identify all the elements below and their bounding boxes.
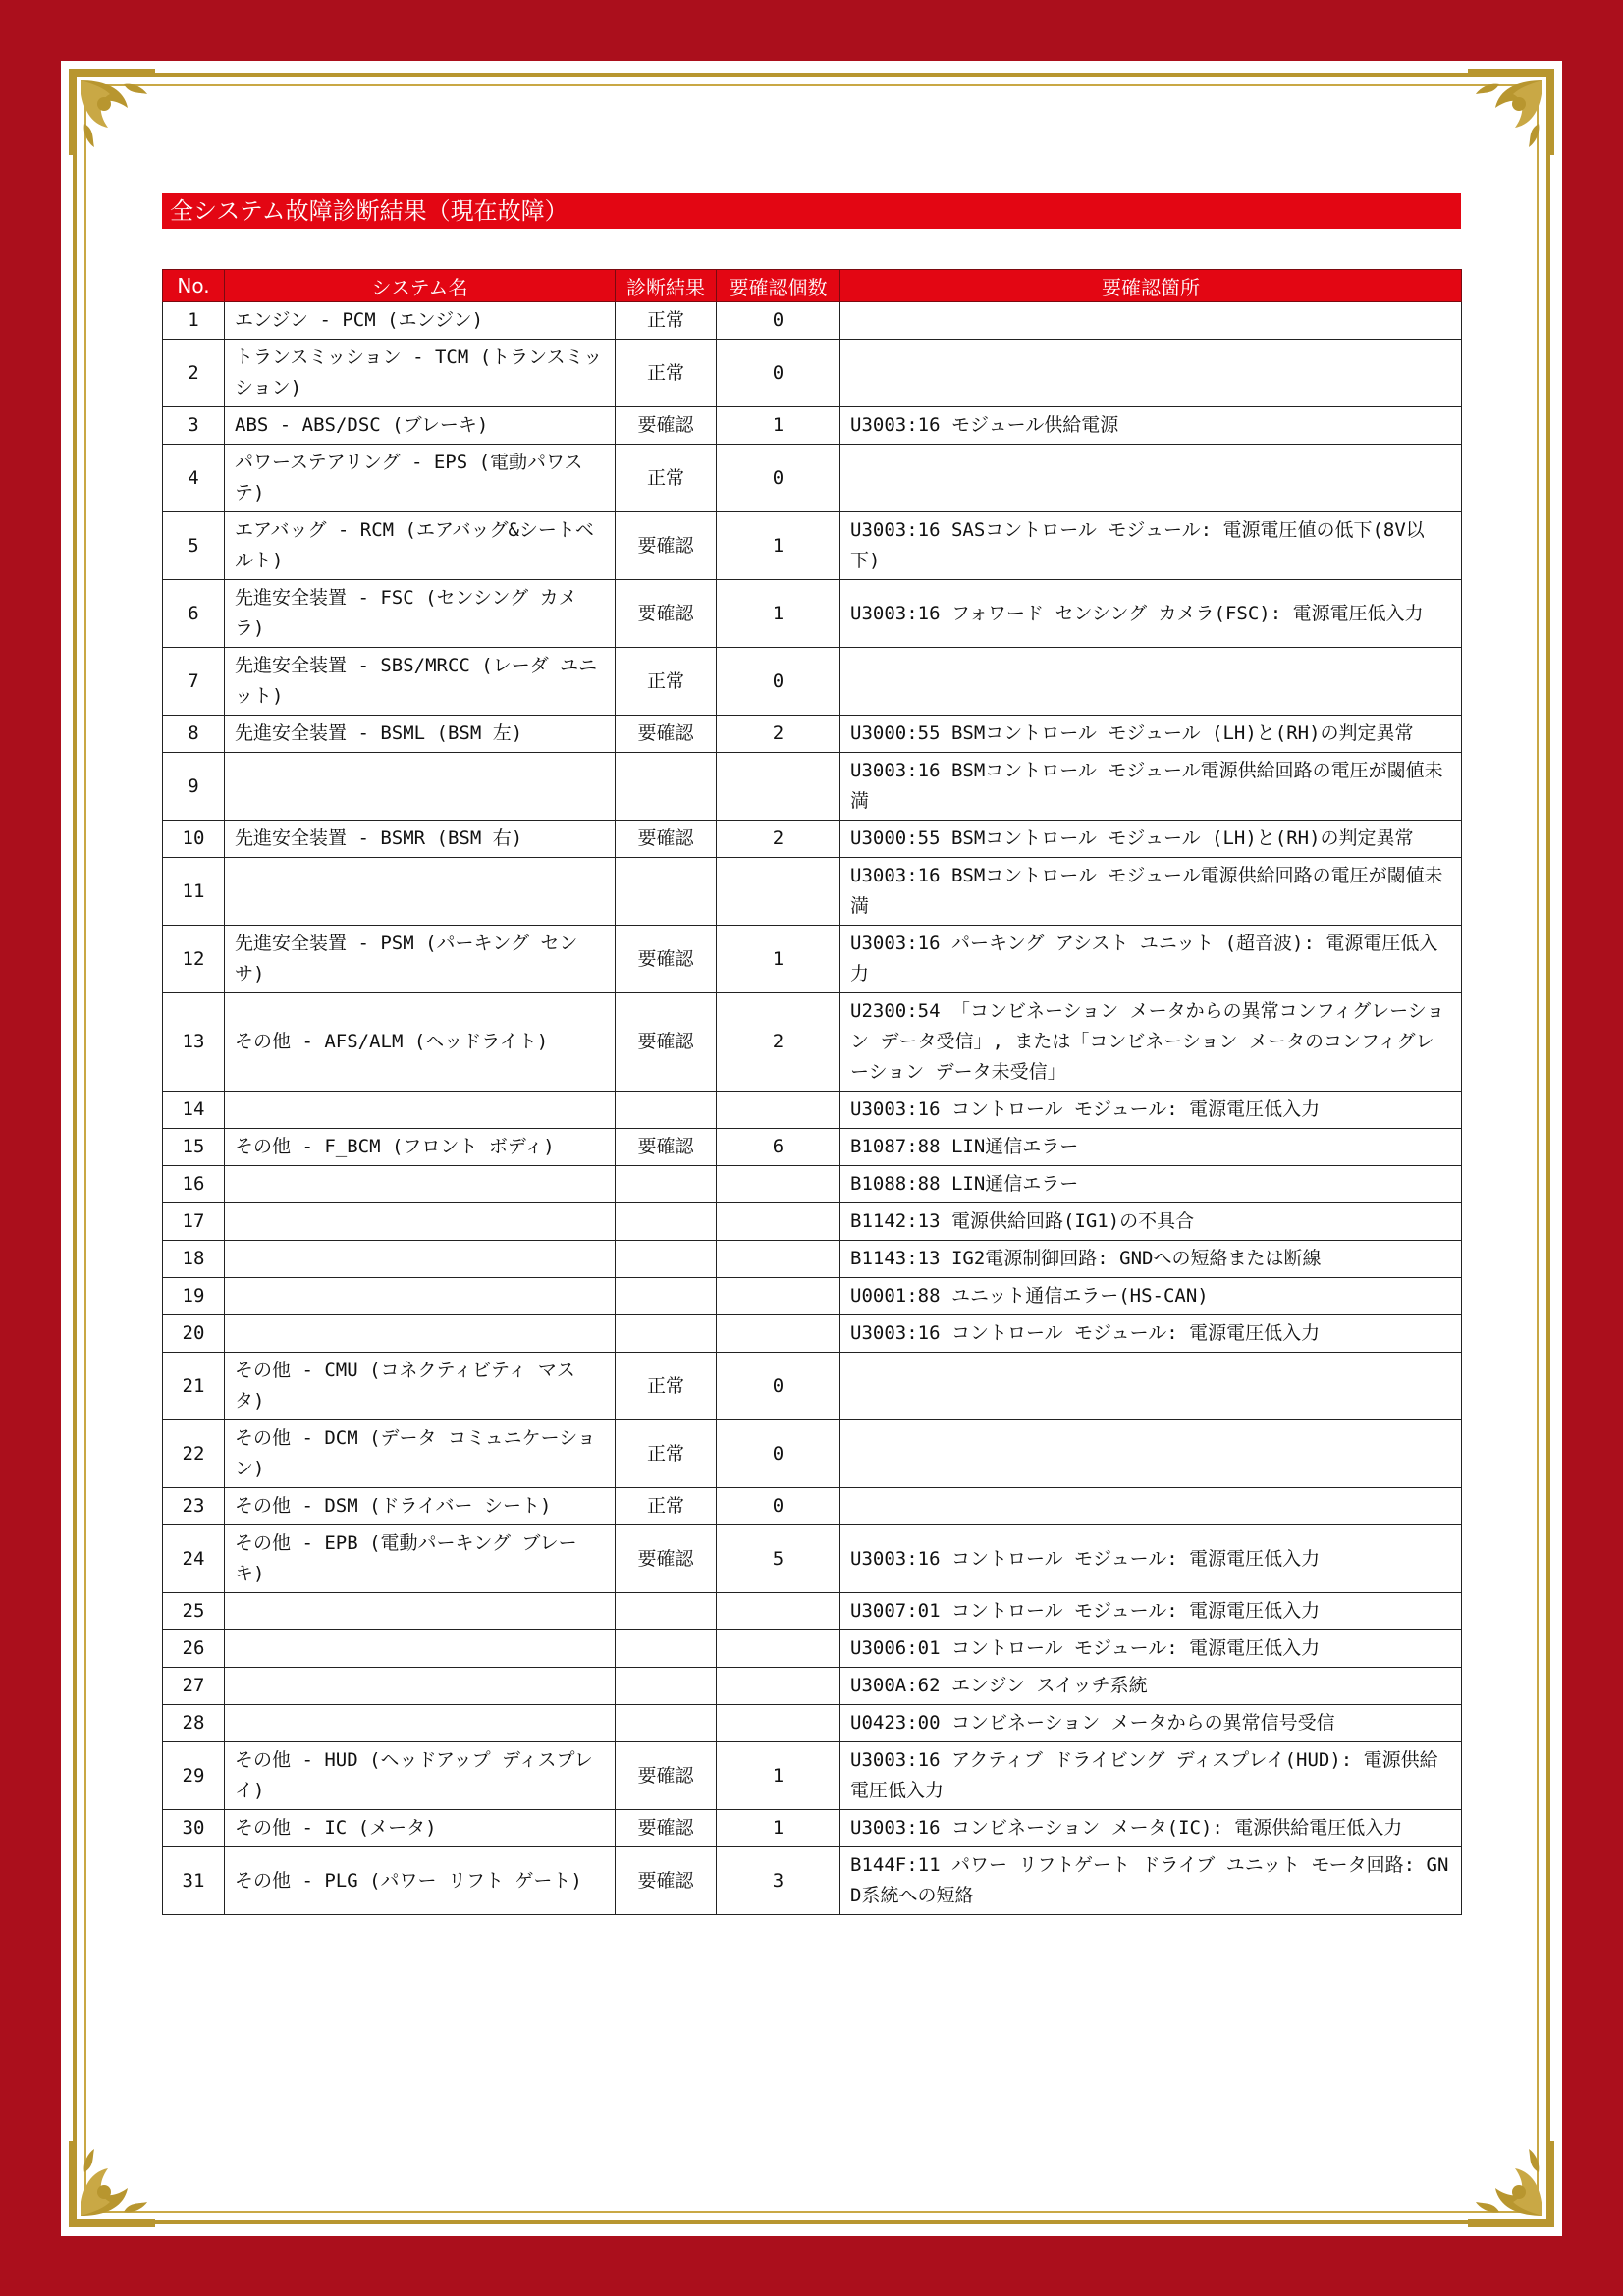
cell-result: 要確認: [616, 1810, 717, 1847]
table-row: [163, 1593, 1462, 1630]
diagnosis-table: [162, 269, 1462, 1915]
corner-ornament-icon: [65, 2137, 159, 2231]
cell-result: 正常: [616, 302, 717, 340]
cell-system: ABS - ABS/DSC (ブレーキ): [225, 407, 616, 445]
cell-system: その他 - CMU (コネクティビティ マスタ): [225, 1353, 616, 1420]
cell-system: [225, 1278, 616, 1315]
cell-system: その他 - EPB (電動パーキング ブレーキ): [225, 1525, 616, 1593]
cell-result: [616, 1278, 717, 1315]
cell-system: [225, 858, 616, 926]
cell-no: 18: [163, 1241, 225, 1278]
cell-no: 31: [163, 1847, 225, 1915]
cell-no: 10: [163, 821, 225, 858]
cell-detail: B1142:13 電源供給回路(IG1)の不具合: [840, 1203, 1462, 1241]
table-row: [163, 512, 1462, 580]
cell-no: 22: [163, 1420, 225, 1488]
corner-ornament-icon: [1464, 2137, 1558, 2231]
cell-result: [616, 1593, 717, 1630]
section-title: 全システム故障診断結果（現在故障）: [162, 193, 1461, 229]
cell-no: 6: [163, 580, 225, 648]
cell-detail: [840, 1353, 1462, 1420]
table-header-row: [163, 270, 1462, 302]
cell-result: 要確認: [616, 821, 717, 858]
cell-result: [616, 1705, 717, 1742]
table-row: [163, 1353, 1462, 1420]
cell-result: 要確認: [616, 1129, 717, 1166]
column-header-count: 要確認個数: [717, 270, 840, 302]
cell-detail: [840, 1420, 1462, 1488]
cell-count: 0: [717, 1353, 840, 1420]
column-header-no: No.: [163, 270, 225, 302]
cell-system: [225, 1241, 616, 1278]
cell-result: [616, 1203, 717, 1241]
cell-system: [225, 1092, 616, 1129]
cell-count: 1: [717, 1810, 840, 1847]
cell-detail: U3003:16 SASコントロール モジュール: 電源電圧値の低下(8V以下): [840, 512, 1462, 580]
cell-count: 0: [717, 340, 840, 407]
cell-detail: U3006:01 コントロール モジュール: 電源電圧低入力: [840, 1630, 1462, 1668]
cell-detail: U2300:54 「コンビネーション メータからの異常コンフィグレーション データ受信」, または「コンビネーション メータのコンフィグレーション データ未受信」: [840, 993, 1462, 1092]
table-row: [163, 580, 1462, 648]
cell-detail: [840, 445, 1462, 512]
table-body: [163, 302, 1462, 1915]
cell-result: [616, 1166, 717, 1203]
cell-system: 先進安全装置 - PSM (パーキング センサ): [225, 926, 616, 993]
cell-no: 8: [163, 716, 225, 753]
cell-count: 3: [717, 1847, 840, 1915]
cell-system: その他 - AFS/ALM (ヘッドライト): [225, 993, 616, 1092]
cell-system: [225, 1315, 616, 1353]
cell-detail: U3003:16 アクティブ ドライビング ディスプレイ(HUD): 電源供給電圧低入力: [840, 1742, 1462, 1810]
cell-count: 0: [717, 648, 840, 716]
cell-no: 2: [163, 340, 225, 407]
cell-result: 正常: [616, 1353, 717, 1420]
table-row: [163, 340, 1462, 407]
cell-system: 先進安全装置 - BSMR (BSM 右): [225, 821, 616, 858]
cell-result: [616, 1315, 717, 1353]
table-row: [163, 1847, 1462, 1915]
cell-detail: U3003:16 BSMコントロール モジュール電源供給回路の電圧が閾値未満: [840, 753, 1462, 821]
cell-no: 4: [163, 445, 225, 512]
cell-count: [717, 1668, 840, 1705]
cell-count: 1: [717, 1742, 840, 1810]
cell-count: 1: [717, 926, 840, 993]
cell-system: その他 - DSM (ドライバー シート): [225, 1488, 616, 1525]
cell-count: [717, 1315, 840, 1353]
column-header-system: システム名: [225, 270, 616, 302]
cell-detail: B1143:13 IG2電源制御回路: GNDへの短絡または断線: [840, 1241, 1462, 1278]
table-row: [163, 1315, 1462, 1353]
cell-count: 5: [717, 1525, 840, 1593]
cell-system: [225, 1630, 616, 1668]
table-row: [163, 302, 1462, 340]
table-row: [163, 648, 1462, 716]
table-row: [163, 753, 1462, 821]
cell-count: 1: [717, 512, 840, 580]
cell-detail: B144F:11 パワー リフトゲート ドライブ ユニット モータ回路: GND系統への短絡: [840, 1847, 1462, 1915]
cell-result: 要確認: [616, 716, 717, 753]
table-row: [163, 1241, 1462, 1278]
cell-no: 9: [163, 753, 225, 821]
table-row: [163, 407, 1462, 445]
cell-no: 20: [163, 1315, 225, 1353]
cell-detail: U3003:16 パーキング アシスト ユニット (超音波): 電源電圧低入力: [840, 926, 1462, 993]
cell-no: 12: [163, 926, 225, 993]
corner-ornament-icon: [65, 65, 159, 159]
table-row: [163, 445, 1462, 512]
cell-count: 1: [717, 407, 840, 445]
column-header-detail: 要確認箇所: [840, 270, 1462, 302]
cell-no: 21: [163, 1353, 225, 1420]
cell-no: 5: [163, 512, 225, 580]
cell-no: 14: [163, 1092, 225, 1129]
cell-system: その他 - DCM (データ コミュニケーション): [225, 1420, 616, 1488]
cell-count: [717, 1166, 840, 1203]
cell-count: [717, 1203, 840, 1241]
table-row: [163, 1129, 1462, 1166]
cell-count: [717, 858, 840, 926]
cell-system: [225, 1668, 616, 1705]
cell-system: [225, 753, 616, 821]
cell-detail: B1087:88 LIN通信エラー: [840, 1129, 1462, 1166]
cell-system: エアバッグ - RCM (エアバッグ&シートベルト): [225, 512, 616, 580]
cell-no: 29: [163, 1742, 225, 1810]
cell-no: 24: [163, 1525, 225, 1593]
cell-no: 16: [163, 1166, 225, 1203]
table-row: [163, 1630, 1462, 1668]
cell-result: 要確認: [616, 1742, 717, 1810]
table-row: [163, 1092, 1462, 1129]
cell-result: 正常: [616, 1420, 717, 1488]
cell-count: [717, 1278, 840, 1315]
table-row: [163, 716, 1462, 753]
table-row: [163, 1488, 1462, 1525]
cell-detail: U3003:16 コンビネーション メータ(IC): 電源供給電圧低入力: [840, 1810, 1462, 1847]
cell-detail: U3003:16 コントロール モジュール: 電源電圧低入力: [840, 1092, 1462, 1129]
table-row: [163, 1278, 1462, 1315]
cell-no: 27: [163, 1668, 225, 1705]
cell-result: 要確認: [616, 407, 717, 445]
cell-system: [225, 1166, 616, 1203]
cell-detail: B1088:88 LIN通信エラー: [840, 1166, 1462, 1203]
cell-detail: U3003:16 モジュール供給電源: [840, 407, 1462, 445]
cell-system: エンジン - PCM (エンジン): [225, 302, 616, 340]
cell-result: [616, 1668, 717, 1705]
cell-no: 23: [163, 1488, 225, 1525]
cell-count: 0: [717, 1420, 840, 1488]
cell-count: 6: [717, 1129, 840, 1166]
cell-system: その他 - F_BCM (フロント ボディ): [225, 1129, 616, 1166]
cell-result: 要確認: [616, 1525, 717, 1593]
cell-count: [717, 1705, 840, 1742]
cell-system: トランスミッション - TCM (トランスミッション): [225, 340, 616, 407]
cell-count: [717, 753, 840, 821]
cell-system: 先進安全装置 - SBS/MRCC (レーダ ユニット): [225, 648, 616, 716]
cell-no: 26: [163, 1630, 225, 1668]
cell-system: その他 - IC (メータ): [225, 1810, 616, 1847]
cell-result: 正常: [616, 445, 717, 512]
cell-count: [717, 1593, 840, 1630]
cell-detail: [840, 648, 1462, 716]
table-row: [163, 1420, 1462, 1488]
cell-no: 30: [163, 1810, 225, 1847]
cell-result: 要確認: [616, 512, 717, 580]
cell-count: 2: [717, 821, 840, 858]
cell-detail: [840, 1488, 1462, 1525]
cell-count: 0: [717, 445, 840, 512]
corner-ornament-icon: [1464, 65, 1558, 159]
table-row: [163, 993, 1462, 1092]
table-row: [163, 1166, 1462, 1203]
table-row: [163, 1705, 1462, 1742]
cell-system: パワーステアリング - EPS (電動パワステ): [225, 445, 616, 512]
cell-result: 要確認: [616, 993, 717, 1092]
cell-result: 正常: [616, 1488, 717, 1525]
cell-no: 19: [163, 1278, 225, 1315]
cell-no: 1: [163, 302, 225, 340]
cell-no: 25: [163, 1593, 225, 1630]
cell-detail: [840, 340, 1462, 407]
cell-system: その他 - HUD (ヘッドアップ ディスプレイ): [225, 1742, 616, 1810]
cell-count: 0: [717, 1488, 840, 1525]
cell-result: 要確認: [616, 1847, 717, 1915]
table-row: [163, 1810, 1462, 1847]
table-row: [163, 1742, 1462, 1810]
cell-result: 正常: [616, 648, 717, 716]
cell-detail: U0423:00 コンビネーション メータからの異常信号受信: [840, 1705, 1462, 1742]
cell-count: [717, 1630, 840, 1668]
cell-count: 1: [717, 580, 840, 648]
cell-detail: U3003:16 BSMコントロール モジュール電源供給回路の電圧が閾値未満: [840, 858, 1462, 926]
cell-system: 先進安全装置 - BSML (BSM 左): [225, 716, 616, 753]
cell-detail: U3003:16 フォワード センシング カメラ(FSC): 電源電圧低入力: [840, 580, 1462, 648]
cell-system: その他 - PLG (パワー リフト ゲート): [225, 1847, 616, 1915]
cell-detail: U3000:55 BSMコントロール モジュール (LH)と(RH)の判定異常: [840, 716, 1462, 753]
table-row: [163, 1203, 1462, 1241]
cell-system: [225, 1705, 616, 1742]
cell-no: 17: [163, 1203, 225, 1241]
cell-result: [616, 753, 717, 821]
cell-count: 2: [717, 716, 840, 753]
cell-count: [717, 1092, 840, 1129]
cell-result: 正常: [616, 340, 717, 407]
cell-detail: [840, 302, 1462, 340]
cell-detail: U3007:01 コントロール モジュール: 電源電圧低入力: [840, 1593, 1462, 1630]
table-row: [163, 1525, 1462, 1593]
cell-count: [717, 1241, 840, 1278]
cell-count: 0: [717, 302, 840, 340]
cell-system: [225, 1203, 616, 1241]
cell-result: 要確認: [616, 580, 717, 648]
column-header-result: 診断結果: [616, 270, 717, 302]
cell-no: 28: [163, 1705, 225, 1742]
cell-no: 11: [163, 858, 225, 926]
table-row: [163, 821, 1462, 858]
cell-detail: U0001:88 ユニット通信エラー(HS-CAN): [840, 1278, 1462, 1315]
cell-detail: U3000:55 BSMコントロール モジュール (LH)と(RH)の判定異常: [840, 821, 1462, 858]
cell-detail: U300A:62 エンジン スイッチ系統: [840, 1668, 1462, 1705]
table-row: [163, 926, 1462, 993]
cell-no: 13: [163, 993, 225, 1092]
cell-detail: U3003:16 コントロール モジュール: 電源電圧低入力: [840, 1525, 1462, 1593]
table-row: [163, 1668, 1462, 1705]
cell-system: [225, 1593, 616, 1630]
cell-result: 要確認: [616, 926, 717, 993]
cell-count: 2: [717, 993, 840, 1092]
table-row: [163, 858, 1462, 926]
cell-result: [616, 1241, 717, 1278]
cell-no: 3: [163, 407, 225, 445]
cell-result: [616, 1630, 717, 1668]
cell-system: 先進安全装置 - FSC (センシング カメラ): [225, 580, 616, 648]
cell-result: [616, 1092, 717, 1129]
cell-no: 7: [163, 648, 225, 716]
cell-result: [616, 858, 717, 926]
cell-detail: U3003:16 コントロール モジュール: 電源電圧低入力: [840, 1315, 1462, 1353]
cell-no: 15: [163, 1129, 225, 1166]
